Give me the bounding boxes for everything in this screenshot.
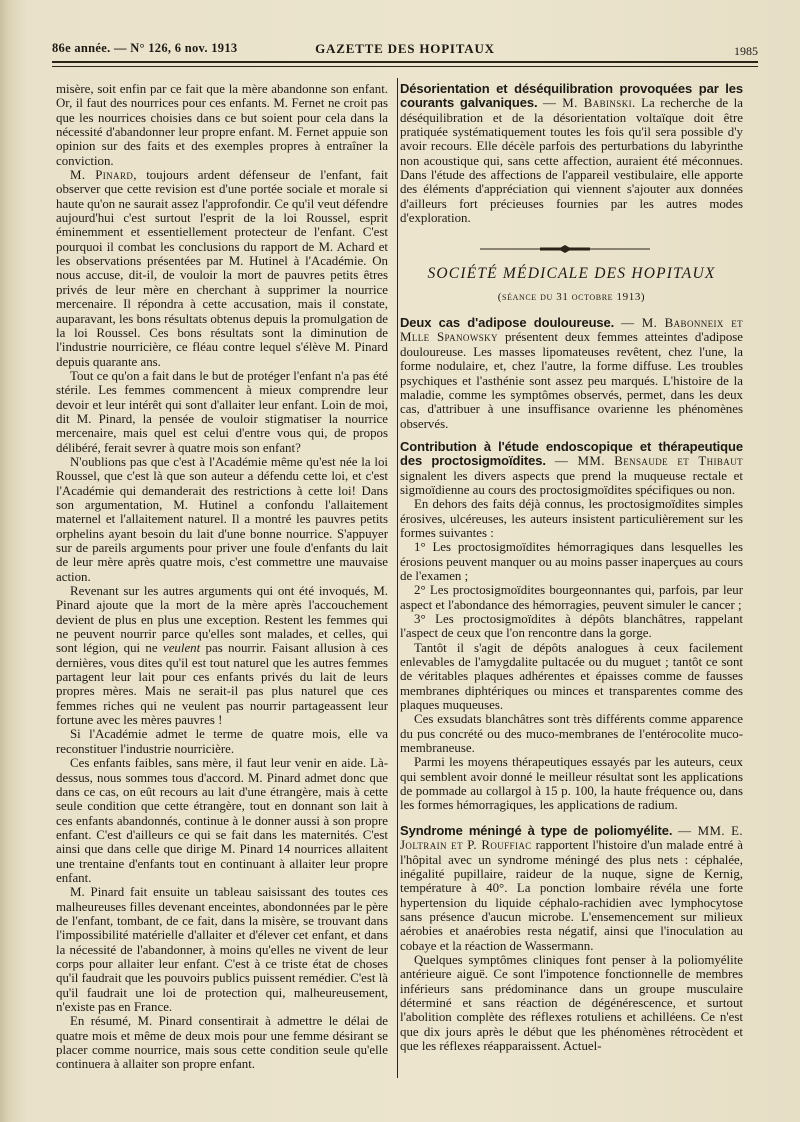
article-title: Syndrome méningé à type de poliomyélite. bbox=[400, 822, 673, 838]
article-author: — MM. Bensaude et Thibaut bbox=[554, 454, 743, 469]
society-title: SOCIÉTÉ MÉDICALE DES HOPITAUX bbox=[427, 265, 716, 283]
article-author: — M. Babonneix et Mlle Spanowsky bbox=[400, 316, 743, 345]
page-number: 1985 bbox=[734, 44, 758, 58]
article-text: présentent deux femmes atteintes d'adipose douloureuse. Les masses lipomateuses revêtent, chez l'une, la forme nodulaire, et, chez l'autre, la forme diffuse. Les troubles psychiques et l'asthénie sont assez peu marqués. L'histoire de la maladie, comme les symptômes observés, permet, dans les deux cas, d'attribuer à une insuffisance ovarienne les phénomènes observés. bbox=[400, 330, 744, 431]
issue-info: 86e année. — N° 126, 6 nov. 1913 bbox=[52, 41, 238, 55]
article-text: La recherche de la déséquilibration et de la désorientation voltaïque doit être pratiquée systématiquement toutes les fois qu'il sera possible d'y avoir recours. Elle décèle parfois des perturbations du labyrinthe non acoustique qui, sans cette affection, auraient été méconnues. Dans l'étude des affections de l'appareil vestibulaire, elle apporte des éléments d'appréciation qui viennent s'ajouter aux données d'ailleurs fort précieuses fournies par les autres modes d'exploration. bbox=[400, 96, 743, 226]
italic-word: veulent bbox=[162, 641, 201, 656]
paragraph-text: Revenant sur les autres arguments qui ont été invoqués, M. Pinard ajoute que la mort de la mère après l'accouchement devient de plus en plus une exception. Restent les femmes qui ne peuvent nourrir parce qu'elles sont malades, et celles, qui sont légion, qui ne bbox=[56, 584, 388, 656]
paragraph: Si l'Académie admet le terme de quatre mois, elle va reconstituer l'industrie nourricière. bbox=[56, 727, 388, 756]
list-item: 1° Les proctosigmoïdites hémorragiques dans lesquelles les érosions peuvent manquer ou au moins passer inaperçues au cours de l'examen ; bbox=[400, 540, 743, 583]
article-author: — M. Babinski. bbox=[543, 96, 636, 111]
paragraph: misère, soit enfin par ce fait que la mère abandonne son enfant. Or, il faut des nourrices pour ces enfants. M. Fernet ne croit pas que les nourrices choisies dans ce but soient pour cela dans la nécessité d'abandonner leur propre enfant. M. Fernet appuie son opinion sur des faits et des exemples propres à entraîner la conviction. bbox=[56, 82, 388, 168]
paragraph: Parmi les moyens thérapeutiques essayés par les auteurs, ceux qui semblent avoir donné le meilleur résultat sont les applications de pommade au collargol à 15 p. 100, la haute fréquence ou, dans les formes hémorragiques, les applications de radium. bbox=[400, 755, 743, 813]
paragraph: Tout ce qu'on a fait dans le but de protéger l'enfant n'a pas été stérile. Les femmes commencent à mieux comprendre leur devoir et leur intérêt qui sont d'allaiter leur enfant. Loin de moi, dit M. Pinard, la pensée de vouloir stigmatiser la nourrice mercenaire, mais quel est celui d'entre vous qui, de propos délibéré, ferait sevrer à quatre mois son enfant? bbox=[56, 368, 388, 455]
article-syndrome-meninge bbox=[400, 824, 743, 953]
paragraph: M. Pinard fait ensuite un tableau saisissant des toutes ces malheureuses filles devenant enceintes, abondonnées par le père de l'enfant, tombant, de ce fait, dans la misère, se trouvant dans l'impossibilité matérielle d'allaiter et d'élever cet enfant, et dans la nécessité de l'abandonner, à moins qu'elles ne vivent de leur corps pour allaiter leur enfant. C'est à ce triste état de choses qu'il faudrait que les pouvoirs publics puissent remédier. C'est là qu'il faudrait une loi de protection qui, malheureusement, n'existe pas en France. bbox=[56, 885, 388, 1014]
article-text: signalent les divers aspects que prend la muqueuse rectale et sigmoïdienne au cours des proctosigmoïdites spécifiques ou non. bbox=[400, 468, 743, 497]
journal-title: GAZETTE DES HOPITAUX bbox=[315, 41, 495, 56]
list-item: 3° Les proctosigmoïdites à dépôts blanchâtres, rappelant l'aspect de ceux que l'on rencontre dans la gorge. bbox=[400, 612, 743, 641]
paragraph: En résumé, M. Pinard consentirait à admettre le délai de quatre mois et même de deux mois pour une femme désirant se placer comme nourrice, mais sous cette condition seule qu'elle continuera à allaiter son propre enfant. bbox=[56, 1014, 388, 1072]
paragraph: Tantôt il s'agit de dépôts analogues à ceux facilement enlevables de l'amygdalite pultacée ou du muguet ; tantôt ce sont de véritables plaques adhérentes et épaisses comme de fausses membranes diphtériques ou minces et transparentes comme des plaques muqueuses. bbox=[400, 640, 743, 713]
column-divider bbox=[397, 78, 398, 1078]
left-column bbox=[56, 82, 388, 1072]
section-ornament bbox=[400, 237, 743, 261]
article-desorientation bbox=[400, 82, 743, 225]
running-header bbox=[52, 36, 758, 60]
article-title: Désorientation et déséquilibration provoquées par les courants galvaniques. bbox=[400, 81, 743, 111]
paragraph: Ces enfants faibles, sans mère, il faut leur venir en aide. Là-dessus, nous sommes tous d'accord. M. Pinard admet donc que dans ce cas, on eût recours au lait d'une étrangère, mais à cette seule condition que cette étrangère, tout en donnant son lait à ces enfants abandonnés, continue à le donner aussi à son propre enfant. C'est d'ailleurs ce qui se fait dans les maternités. C'est ainsi que dans celle que dirige M. Pinard 14 nourrices allaitent une trentaine d'enfants tout en continuant à allaiter leur propre enfant. bbox=[56, 756, 388, 885]
session-date: (séance du 31 octobre 1913) bbox=[497, 290, 646, 303]
paragraph-text: pas nourrir. Faisant allusion à ces dernières, vous dites qu'il est tout naturel que les autres femmes partagent leur lait pour ces enfants privés du lait de leurs propres mères. Mais ne serait-il pas plus naturel que ces femmes riches qui ne veulent pas nourrir partageassent leur fortune avec les mères pauvres ! bbox=[56, 641, 388, 728]
paragraph: Quelques symptômes cliniques font penser à la poliomyélite antérieure aiguë. Ce sont l'impotence fonctionnelle de membres inférieurs sans prédominance dans un groupe musculaire déterminé et sans réaction de dégénérescence, et surtout l'abolition complète des réflexes rotuliens et achilléens. Ce n'est que dix jours après le début que les phénomènes rétrocèdent et que les réflexes réapparaissent. Actuel- bbox=[400, 952, 743, 1053]
article-author: — MM. E. Joltrain et P. Rouffiac bbox=[400, 823, 743, 853]
article-proctosigmoidites bbox=[400, 440, 743, 497]
paragraph-text: toujours ardent défenseur de l'enfant, fait observer que cette revision est d'une portée sociale et morale si haute qu'on ne saurait assez l'approfondir. Ce qu'il veut défendre aujourd'hui c'est surtout l'esprit de la loi Roussel, esprit éminemment et essentiellement protecteur de l'enfant. C'est pourquoi il combat les conclusions du rapport de M. Achard et les observations présentées par M. Hutinel à l'Académie. On nous accuse, dit-il, de vouloir la mort de pauvres petits êtres privés de leur mère en cherchant à supprimer la nourrice mercenaire. Il répondra à cette accusation, mais il constate, auparavant, les bons résultats obtenus depuis la promulgation de la loi Roussel. Ces bons résultats sont la diminution de l'industrie nourricière, ce fléau contre lequel s'élève M. Pinard depuis quarante ans. bbox=[56, 168, 388, 369]
ornament-rule-icon bbox=[480, 245, 650, 253]
person-name: M. Pinard, bbox=[70, 168, 137, 183]
header-rule-thin bbox=[52, 66, 758, 67]
article-title: Contribution à l'étude endoscopique et thérapeutique des proctosigmoïdites. bbox=[400, 438, 743, 469]
list-item: 2° Les proctosigmoïdites bourgeonnantes qui, parfois, par leur aspect et l'abondance des hémorragies, peuvent simuler le cancer ; bbox=[400, 583, 743, 612]
paragraph: N'oublions pas que c'est à l'Académie même qu'est née la loi Roussel, que c'est là que son auteur a défendu cette loi, et c'est l'Académie qui demanderait des restrictions à cette loi! Dans son argumentation, M. Hutinel a confondu l'allaitement maternel et l'allaitement naturel. Il a montré les pauvres petits orphelins ayant besoin du lait d'une bonne nourrice. S'appuyer sur de pareils arguments pour priver une foule d'enfants du lait de leur mère après quatre mois, c'est commettre une mauvaise action. bbox=[56, 454, 388, 584]
right-column bbox=[400, 82, 743, 1053]
paragraph bbox=[56, 584, 388, 727]
paragraph: En dehors des faits déjà connus, les proctosigmoïdites simples érosives, ulcéreuses, les auteurs insistent particulièrement sur les formes suivantes : bbox=[400, 497, 743, 540]
paragraph bbox=[56, 168, 388, 369]
article-adipose bbox=[400, 316, 743, 431]
article-text: rapportent l'histoire d'un malade entré à l'hôpital avec un syndrome méningé des plus nets : céphalée, inégalité pupillaire, raideur de la nuque, signe de Kernig, température à 40°. La ponction lombaire révéla une forte hypertension du liquide céphalo-rachidien avec lymphocytose sans présence d'aucun microbe. L'ensemencement sur milieux aérobies et anaérobies resta négatif, ainsi que l'inoculation au cobaye et la réaction de Wassermann. bbox=[400, 838, 743, 953]
header-rule-thick bbox=[52, 61, 758, 63]
article-title: Deux cas d'adipose douloureuse. bbox=[400, 315, 615, 331]
paragraph: Ces exsudats blanchâtres sont très différents comme apparence du pus concrété ou des muco-membranes de l'entérocolite muco-membraneuse. bbox=[400, 712, 743, 756]
